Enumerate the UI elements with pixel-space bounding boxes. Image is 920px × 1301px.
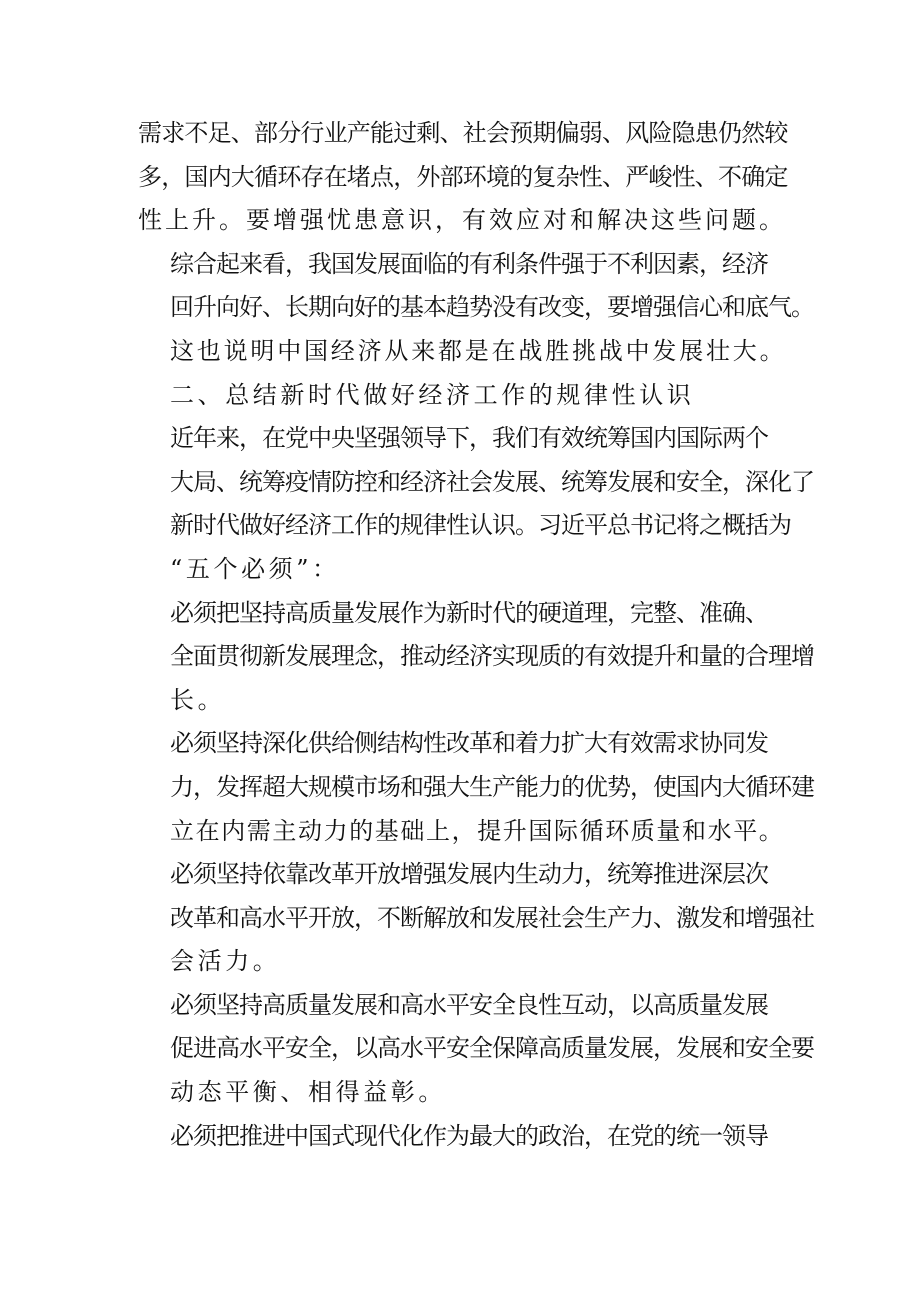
text-line: 会活力。 — [170, 947, 281, 976]
paragraph-2 — [138, 243, 814, 374]
heading-text: 二、总结新时代做好经济工作的规律性认识 — [170, 380, 695, 409]
text-line: 必须坚持依靠改革开放增强发展内生动力，统筹推进深层次 — [170, 860, 768, 889]
paragraph-7 — [138, 984, 814, 1115]
text-line: 性上升。要增强忧患意识，有效应对和解决这些问题。 — [138, 206, 786, 235]
text-line: 促进高水平安全，以高水平安全保障高质量发展，发展和安全要 — [170, 1034, 814, 1063]
text-line: 近年来，在党中央坚强领导下，我们有效统筹国内国际两个 — [170, 424, 768, 453]
section-heading — [138, 374, 788, 418]
paragraph-3 — [138, 417, 814, 591]
text-line: 立在内需主动力的基础上，提升国际循环质量和水平。 — [170, 816, 785, 845]
text-line: 全面贯彻新发展理念，推动经济实现质的有效提升和量的合理增 — [170, 642, 814, 671]
text-line: 动态平衡、相得益彰。 — [170, 1078, 446, 1107]
paragraph-4 — [138, 592, 814, 723]
paragraph-8 — [138, 1115, 788, 1159]
text-line: 长。 — [170, 685, 226, 714]
text-line: 必须把坚持高质量发展作为新时代的硬道理，完整、准确、 — [170, 598, 768, 627]
document-body — [138, 112, 814, 1158]
text-line: 多，国内大循环存在堵点，外部环境的复杂性、严峻性、不确定 — [138, 162, 788, 191]
text-line: 大局、统筹疫情防控和经济社会发展、统筹发展和安全，深化了 — [170, 467, 814, 496]
text-line: “五个必须”： — [170, 554, 340, 583]
text-line: 综合起来看，我国发展面临的有利条件强于不利因素，经济 — [170, 249, 768, 278]
paragraph-6 — [138, 853, 814, 984]
text-line: 新时代做好经济工作的规律性认识。习近平总书记将之概括为 — [170, 511, 791, 540]
text-line: 回升向好、长期向好的基本趋势没有改变，要增强信心和底气。 — [170, 293, 814, 322]
text-line: 改革和高水平开放，不断解放和发展社会生产力、激发和增强社 — [170, 903, 814, 932]
text-line: 力，发挥超大规模市场和强大生产能力的优势，使国内大循环建 — [170, 772, 814, 801]
text-line: 必须坚持深化供给侧结构性改革和着力扩大有效需求协同发 — [170, 729, 768, 758]
text-line: 需求不足、部分行业产能过剩、社会预期偏弱、风险隐患仍然较 — [138, 119, 788, 147]
text-line: 必须把推进中国式现代化作为最大的政治，在党的统一领导 — [170, 1121, 768, 1150]
text-line: 必须坚持高质量发展和高水平安全良性互动，以高质量发展 — [170, 990, 768, 1019]
text-line: 这也说明中国经济从来都是在战胜挑战中发展壮大。 — [170, 336, 787, 365]
paragraph-5 — [138, 722, 814, 853]
paragraph-1 — [138, 112, 788, 243]
